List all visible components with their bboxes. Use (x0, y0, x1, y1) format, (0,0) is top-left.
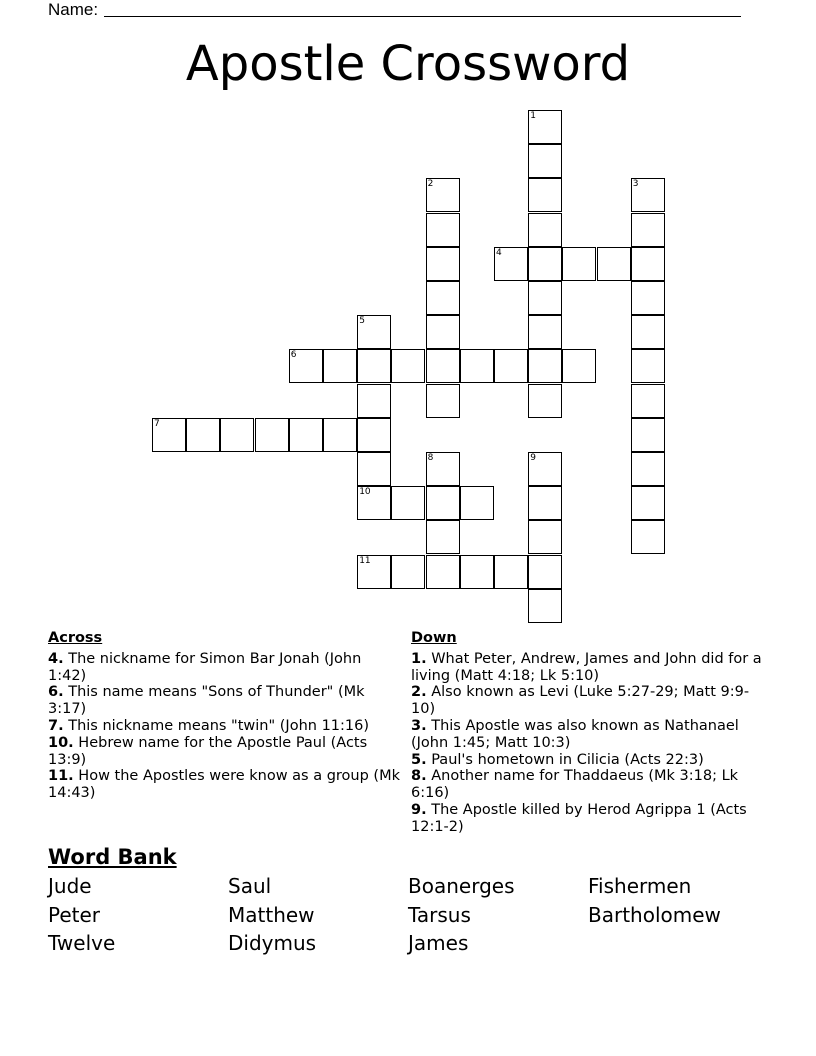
grid-cell[interactable] (426, 486, 460, 520)
clue-number: 6 (290, 350, 297, 361)
grid-cell[interactable] (631, 520, 665, 554)
clue-number: 10 (359, 487, 371, 498)
down-clue (411, 752, 763, 769)
word-bank-word: Didymus (228, 931, 317, 955)
grid-cell[interactable] (391, 486, 425, 520)
grid-cell[interactable] (631, 349, 665, 383)
grid-cell[interactable] (494, 247, 528, 281)
grid-cell[interactable] (631, 418, 665, 452)
word-bank-word: Twelve (48, 931, 116, 955)
down-clue (411, 802, 763, 836)
across-clue (48, 684, 400, 718)
grid-cell[interactable] (289, 349, 323, 383)
clue-number: 4. (48, 650, 64, 667)
grid-cell[interactable] (528, 349, 562, 383)
across-clue (48, 651, 400, 685)
grid-cell[interactable] (528, 281, 562, 315)
clue-number: 5 (359, 316, 365, 327)
clue-number: 4 (496, 247, 502, 258)
clue-text: The Apostle killed by Herod Agrippa 1 (Acts 12:1-2) (411, 801, 747, 835)
across-clue (48, 768, 400, 802)
word-bank-word: Jude (48, 874, 92, 898)
across-clue (48, 718, 400, 735)
grid-cell[interactable] (528, 520, 562, 554)
clue-text: The nickname for Simon Bar Jonah (John 1:42) (48, 650, 362, 684)
clue-text: How the Apostles were know as a group (Mk 14:43) (48, 768, 401, 802)
grid-cell[interactable] (528, 247, 562, 281)
grid-cell[interactable] (426, 213, 460, 247)
grid-cell[interactable] (426, 452, 460, 486)
across-clues (48, 630, 400, 802)
clue-number: 10. (48, 734, 74, 751)
across-heading: Across (48, 630, 103, 646)
grid-cell[interactable] (357, 349, 391, 383)
grid-cell[interactable] (528, 178, 562, 212)
word-bank-word: Fishermen (588, 874, 692, 898)
clue-number: 11. (48, 768, 74, 785)
clue-text: This name means "Sons of Thunder" (Mk 3:17) (48, 684, 365, 718)
clue-number: 3 (632, 179, 639, 190)
clue-text: Hebrew name for the Apostle Paul (Acts 13:9) (48, 734, 368, 768)
down-heading: Down (411, 630, 457, 646)
grid-cell[interactable] (528, 213, 562, 247)
grid-cell[interactable] (460, 555, 494, 589)
clue-number: 7 (154, 418, 160, 429)
clue-number: 1 (530, 111, 536, 121)
grid-cell[interactable] (426, 384, 460, 418)
clue-number: 8. (411, 768, 427, 785)
word-bank-word: James (408, 931, 469, 955)
clue-number: 9. (411, 801, 427, 818)
name-label: Name: (48, 0, 99, 19)
grid-cell[interactable] (426, 315, 460, 349)
down-clue (411, 684, 763, 718)
grid-cell[interactable] (528, 110, 562, 144)
grid-cell[interactable] (357, 486, 391, 520)
grid-cell[interactable] (426, 555, 460, 589)
clue-text: This nickname means "twin" (John 11:16) (63, 717, 370, 734)
grid-cell[interactable] (391, 555, 425, 589)
clue-number: 7. (48, 717, 64, 734)
grid-cell[interactable] (426, 349, 460, 383)
grid-cell[interactable] (289, 418, 323, 452)
grid-cell[interactable] (528, 144, 562, 178)
clue-text: Paul's hometown in Cilicia (Acts 22:3) (426, 751, 704, 768)
clue-number: 8 (427, 453, 434, 463)
grid-cell[interactable] (426, 281, 460, 315)
grid-cell[interactable] (323, 418, 357, 452)
grid-cell[interactable] (494, 349, 528, 383)
grid-cell[interactable] (528, 589, 562, 623)
grid-cell[interactable] (597, 247, 631, 281)
grid-cell[interactable] (631, 315, 665, 349)
grid-cell[interactable] (323, 349, 357, 383)
grid-cell[interactable] (220, 418, 254, 452)
grid-cell[interactable] (460, 349, 494, 383)
word-bank-word: Boanerges (408, 874, 515, 898)
grid-cell[interactable] (562, 247, 596, 281)
word-bank-word: Saul (228, 874, 272, 898)
clue-number: 2. (411, 684, 427, 701)
word-bank-title: Word Bank (48, 845, 177, 869)
page-title: Apostle Crossword (185, 36, 631, 92)
grid-cell[interactable] (255, 418, 289, 452)
grid-cell[interactable] (186, 418, 220, 452)
clue-number: 3. (411, 717, 427, 734)
down-clue (411, 768, 763, 802)
down-clue (411, 718, 763, 752)
clue-number: 2 (427, 179, 434, 190)
clue-number: 1. (411, 650, 427, 667)
grid-cell[interactable] (460, 486, 494, 520)
clue-text: What Peter, Andrew, James and John did for a living (Matt 4:18; Lk 5:10) (411, 650, 762, 684)
clue-number: 11 (359, 555, 371, 566)
down-clue (411, 651, 763, 685)
grid-cell[interactable] (528, 315, 562, 349)
grid-cell[interactable] (631, 281, 665, 315)
grid-cell[interactable] (631, 486, 665, 520)
word-bank-word: Matthew (228, 902, 315, 927)
clue-text: Also known as Levi (Luke 5:27-29; Matt 9:9-10) (411, 684, 750, 718)
word-bank-word: Tarsus (408, 902, 471, 927)
word-bank-word: Bartholomew (588, 902, 721, 927)
grid-cell[interactable] (357, 315, 391, 349)
clue-number: 9 (530, 453, 536, 463)
grid-cell[interactable] (528, 486, 562, 520)
grid-cell[interactable] (357, 384, 391, 418)
grid-cell[interactable] (426, 520, 460, 554)
grid-cell[interactable] (152, 418, 186, 452)
grid-cell[interactable] (494, 555, 528, 589)
grid-cell[interactable] (631, 213, 665, 247)
grid-cell[interactable] (631, 178, 665, 212)
grid-cell[interactable] (391, 349, 425, 383)
grid-cell[interactable] (631, 384, 665, 418)
grid-cell[interactable] (631, 452, 665, 486)
grid-cell[interactable] (631, 247, 665, 281)
grid-cell[interactable] (562, 349, 596, 383)
across-clue (48, 735, 400, 769)
grid-cell[interactable] (357, 452, 391, 486)
down-clues (411, 630, 763, 836)
clue-number: 6. (48, 684, 64, 701)
clue-text: This Apostle was also known as Nathanael (John 1:45; Matt 10:3) (411, 717, 739, 751)
clue-text: Another name for Thaddaeus (Mk 3:18; Lk 6:16) (411, 768, 739, 802)
word-bank-word: Peter (48, 902, 101, 927)
grid-cell[interactable] (528, 555, 562, 589)
grid-cell[interactable] (528, 384, 562, 418)
grid-cell[interactable] (357, 418, 391, 452)
grid-cell[interactable] (357, 555, 391, 589)
grid-cell[interactable] (528, 452, 562, 486)
clue-number: 5. (411, 751, 427, 768)
grid-cell[interactable] (426, 178, 460, 212)
grid-cell[interactable] (426, 247, 460, 281)
